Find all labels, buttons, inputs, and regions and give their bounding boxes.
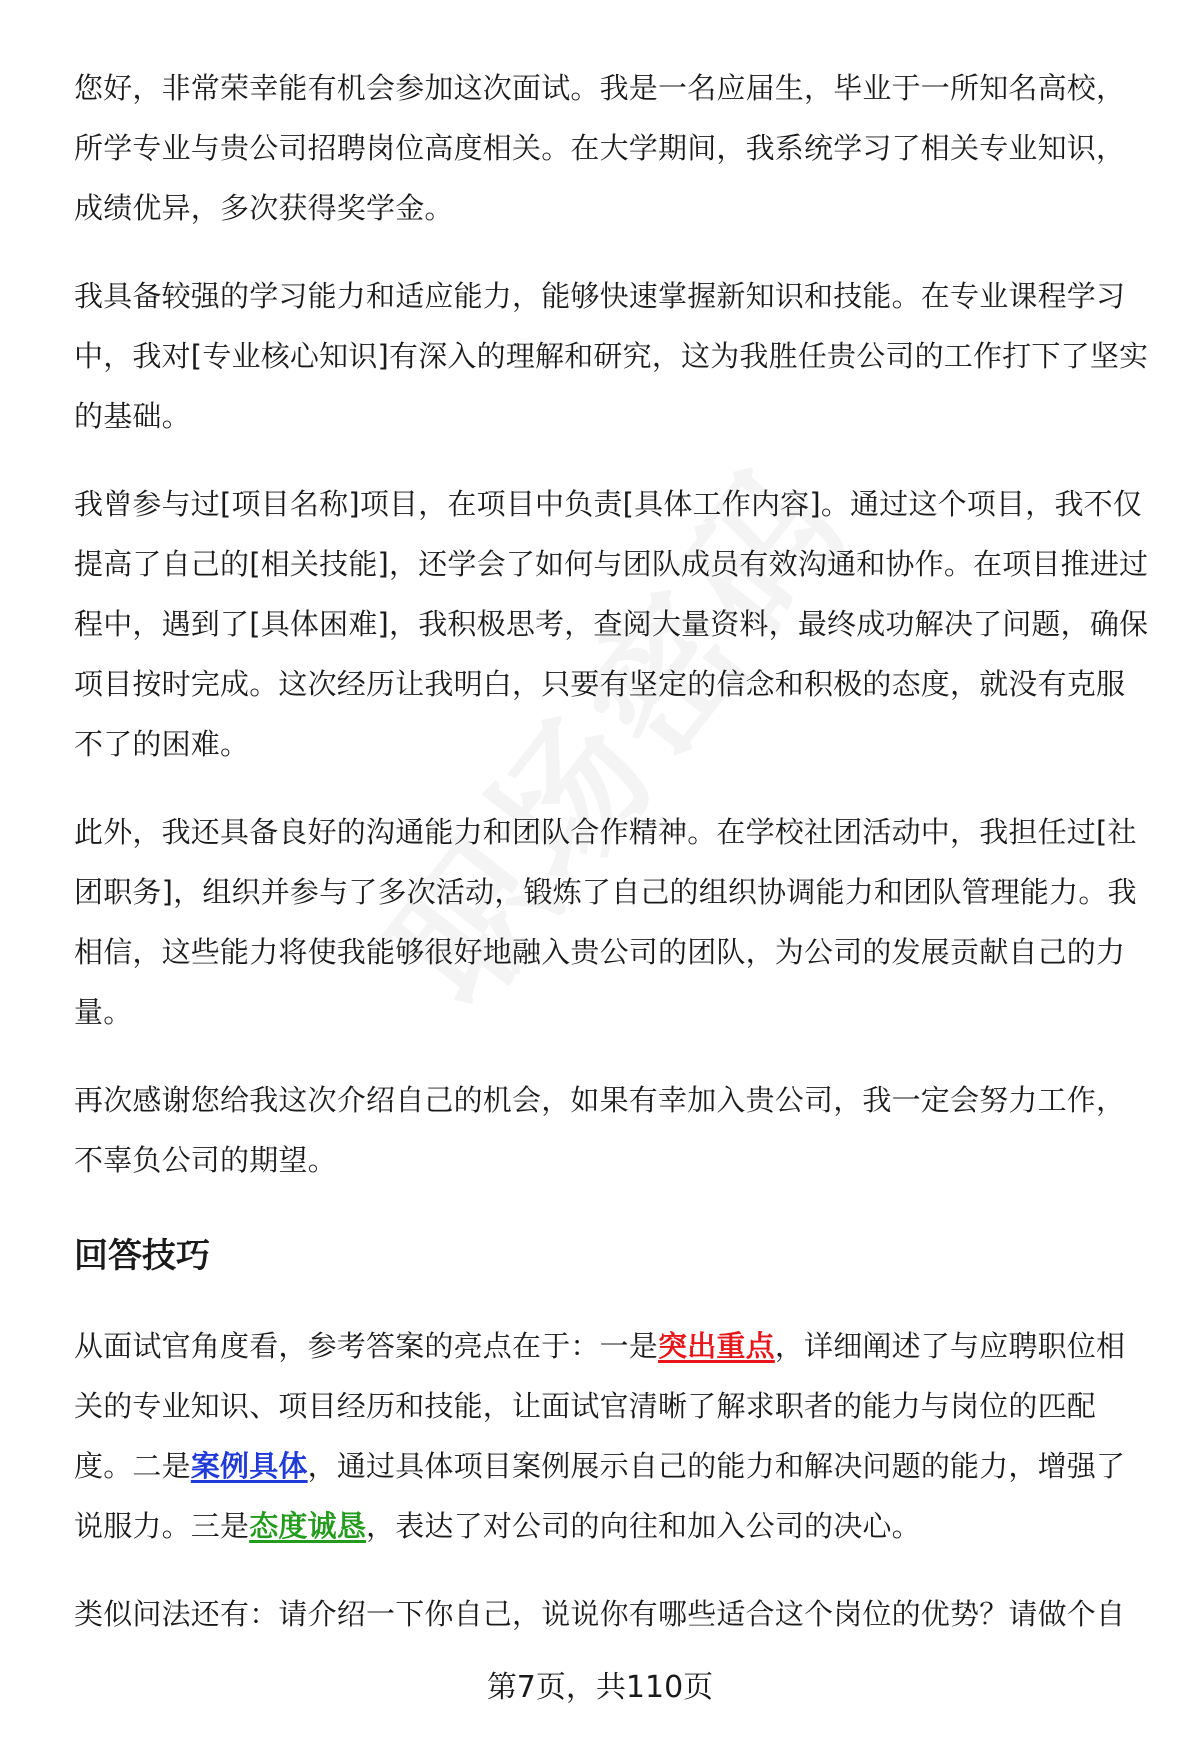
similar-questions: 类似问法还有：请介绍一下你自己，说说你有哪些适合这个岗位的优势？请做个自: [74, 1597, 1126, 1631]
answer-paragraph-5: 再次感谢您给我这次介绍自己的机会，如果有幸加入贵公司，我一定会努力工作，不辜负公司的期望。: [74, 1083, 1126, 1177]
tips-paragraph: [74, 1316, 1154, 1556]
answer-paragraph-3: 我曾参与过[项目名称]项目，在项目中负责[具体工作内容]。通过这个项目，我不仅提高了自己的[相关技能]，还学会了如何与团队成员有效沟通和协作。在项目推进过程中，遇到了[具体困难]，我积极思考，查阅大量资料，最终成功解决了问题，确保项目按时完成。这次经历让我明白，只要有坚定的信念和积极的态度，就没有克服不了的困难。: [74, 487, 1149, 761]
document-content: [74, 58, 1154, 1672]
highlight-focus: 突出重点: [658, 1329, 775, 1363]
highlight-attitude: 态度诚恳: [249, 1509, 367, 1543]
tips-text-3: ，通过具体项目案例展示自己的能力和解决问题的能力，增强了说服力。三是: [74, 1449, 1126, 1543]
highlight-case: 案例具体: [190, 1449, 308, 1483]
answer-paragraph-4: 此外，我还具备良好的沟通能力和团队合作精神。在学校社团活动中，我担任过[社团职务]，组织并参与了多次活动，锻炼了自己的组织协调能力和团队管理能力。我相信，这些能力将使我能够很好地融入贵公司的团队，为公司的发展贡献自己的力量。: [74, 815, 1137, 1029]
tips-text-1: 从面试官角度看，参考答案的亮点在于：一是: [74, 1329, 659, 1363]
tips-text-2: ，详细阐述了与应聘职位相关的专业知识、项目经历和技能，让面试官清晰了解求职者的能力与岗位的匹配度。二是: [74, 1329, 1126, 1483]
answer-paragraph-1: 您好，非常荣幸能有机会参加这次面试。我是一名应届生，毕业于一所知名高校，所学专业与贵公司招聘岗位高度相关。在大学期间，我系统学习了相关专业知识，成绩优异，多次获得奖学金。: [74, 71, 1126, 225]
answer-paragraph-2: 我具备较强的学习能力和适应能力，能够快速掌握新知识和技能。在专业课程学习中，我对[专业核心知识]有深入的理解和研究，这为我胜任贵公司的工作打下了坚实的基础。: [74, 279, 1149, 433]
section-heading-tips: 回答技巧: [74, 1236, 210, 1276]
tips-text-4: ，表达了对公司的向往和加入公司的决心。: [366, 1509, 921, 1543]
page-number: 第7页，共110页: [486, 1670, 714, 1705]
